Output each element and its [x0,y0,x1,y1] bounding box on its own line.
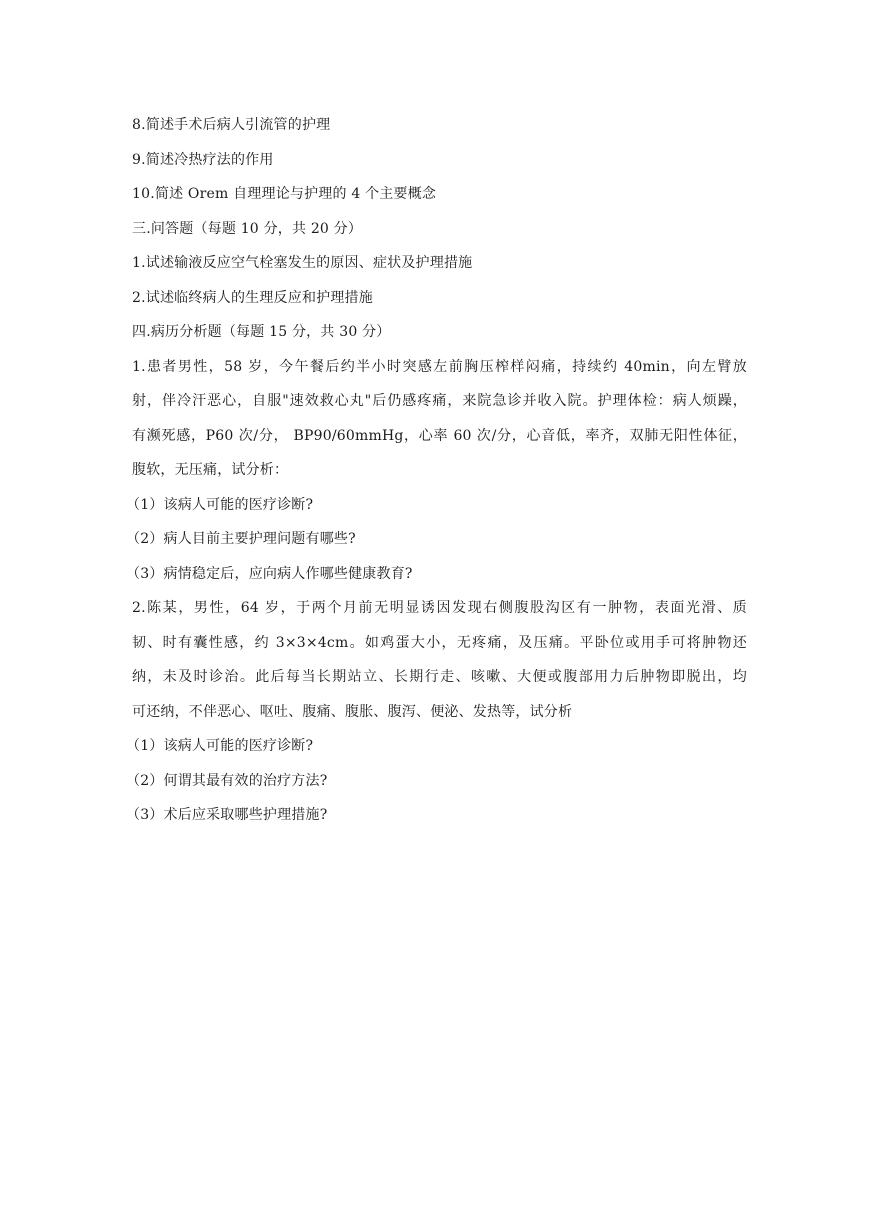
case-1-line: 射，伴冷汗恶心，自服"速效救心丸"后仍感疼痛，来院急诊并收入院。护理体检：病人烦躁， [132,393,747,409]
document-page [126,108,747,833]
case-2-line: 2.陈某，男性，64 岁，于两个月前无明显诱因发现右侧腹股沟区有一肿物，表面光滑、质 [132,600,747,616]
case-2-line: 韧、时有囊性感，约 3×3×4cm。如鸡蛋大小，无疼痛，及压痛。平卧位或用手可将肿物还 [132,634,747,651]
case-2-line: 纳，未及时诊治。此后每当长期站立、长期行走、咳嗽、大便或腹部用力后肿物即脱出，均 [132,669,747,685]
case-1-question-1: （1）该病人可能的医疗诊断? [126,496,314,513]
essay-question-1: 1.试述输液反应空气栓塞发生的原因、症状及护理措施 [132,255,473,271]
section-heading-4: 四.病历分析题（每题 15 分，共 30 分） [132,324,391,340]
case-1-line: 腹软，无压痛，试分析： [132,462,289,478]
essay-question-2: 2.试述临终病人的生理反应和护理措施 [132,289,373,306]
case-2-line: 可还纳，不伴恶心、呕吐、腹痛、腹胀、腹泻、便泌、发热等，试分析 [132,703,573,720]
case-2-question-2: （2）何谓其最有效的治疗方法? [126,772,328,789]
section-heading-3: 三.问答题（每题 10 分，共 20 分） [132,220,363,237]
case-2-paragraph [132,591,747,729]
question-10: 10.简述 Orem 自理理论与护理的 4 个主要概念 [132,186,437,202]
case-1-line: 有濒死感，P60 次/分， BP90/60mmHg，心率 60 次/分，心音低，率齐，双肺无阳性体征， [132,427,747,444]
case-2-question-1: （1）该病人可能的医疗诊断? [126,738,314,754]
case-1-question-3: （3）病情稳定后，应向病人作哪些健康教育? [126,565,413,582]
case-1-question-2: （2）病人目前主要护理问题有哪些? [126,531,356,547]
question-8: 8.简述手术后病人引流管的护理 [132,117,331,133]
case-1-paragraph [132,350,747,488]
case-1-line: 1.患者男性，58 岁，今午餐后约半小时突感左前胸压榨样闷痛，持续约 40min，向左臂放 [132,358,747,375]
case-2-question-3: （3）术后应采取哪些护理措施? [126,807,328,823]
question-9: 9.简述冷热疗法的作用 [132,151,274,168]
